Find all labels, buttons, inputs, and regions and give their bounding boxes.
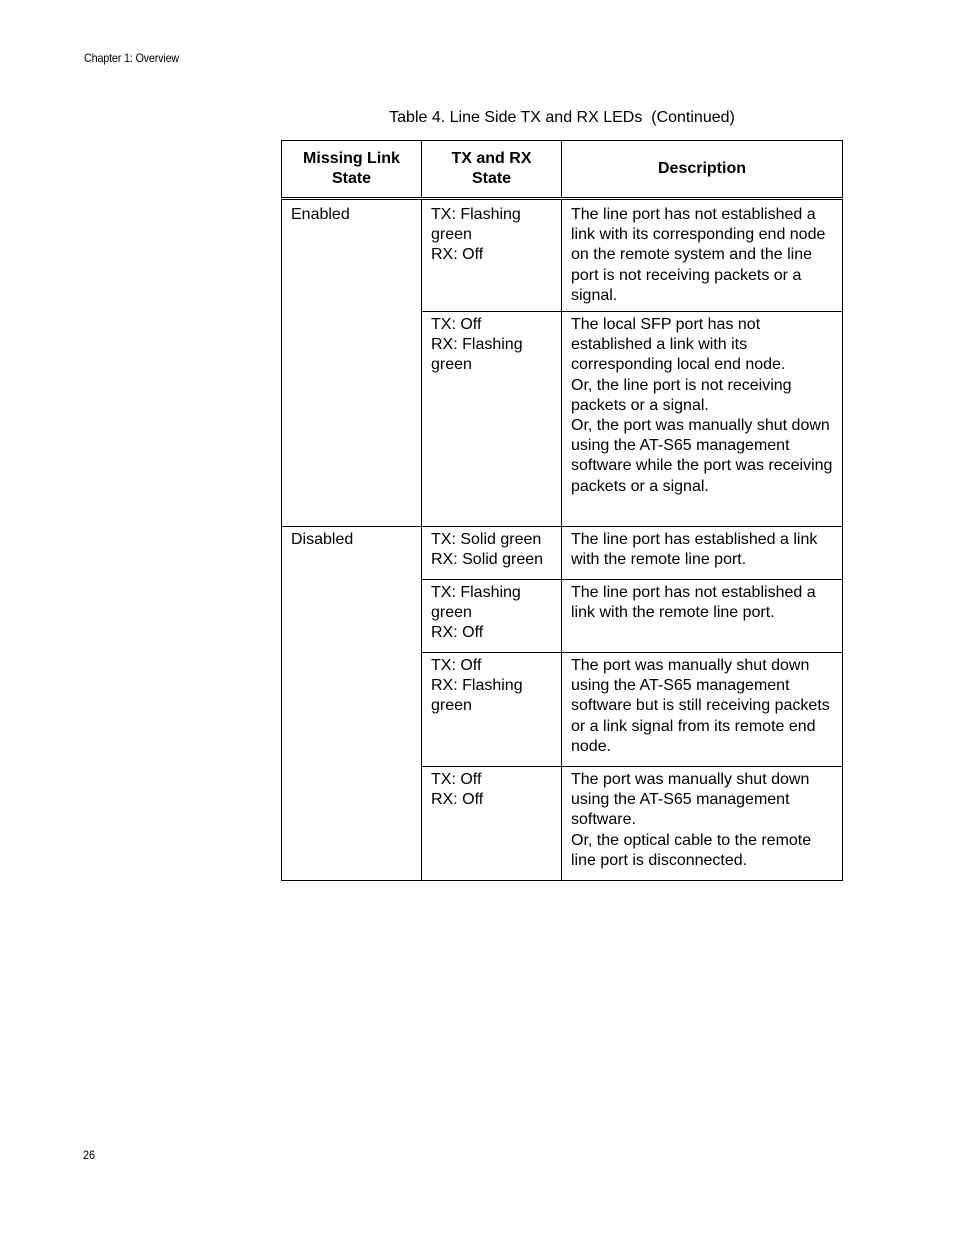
description-text: Or, the line port is not receiving packets or a signal. bbox=[571, 376, 792, 414]
led-state-line: TX: Flashing bbox=[431, 584, 521, 602]
running-header: Chapter 1: Overview bbox=[84, 51, 180, 65]
led-state-cell bbox=[422, 527, 562, 580]
header-text: TX and RX bbox=[451, 149, 532, 167]
description-text: The line port has not established a link with the remote line port. bbox=[571, 584, 816, 622]
description-text: The local SFP port has not established a link with its corresponding local end node. bbox=[571, 316, 786, 374]
table-row bbox=[282, 199, 843, 312]
led-state-cell bbox=[422, 653, 562, 767]
description-cell bbox=[562, 653, 843, 767]
description-text: Or, the port was manually shut down using the AT-S65 management software while the port was receiving packets or a signal. bbox=[571, 417, 833, 495]
led-state-line: green bbox=[431, 356, 472, 374]
header-text: State bbox=[331, 170, 372, 187]
page-number: 26 bbox=[83, 1148, 96, 1162]
missing-link-state-cell: Enabled bbox=[282, 199, 422, 527]
line-side-led-table bbox=[281, 140, 843, 881]
led-state-line: RX: Flashing bbox=[431, 336, 523, 354]
led-state-line: RX: Off bbox=[431, 246, 484, 264]
led-state-line: green bbox=[431, 604, 472, 622]
table-row bbox=[282, 527, 843, 580]
led-state-line: green bbox=[431, 226, 472, 244]
description-cell bbox=[562, 199, 843, 312]
table-caption: Table 4. Line Side TX and RX LEDs (Continued) bbox=[389, 109, 735, 126]
led-state-line: TX: Off bbox=[431, 316, 482, 334]
header-tx-rx-state bbox=[422, 141, 562, 199]
led-state-cell bbox=[422, 312, 562, 527]
led-state-line: TX: Off bbox=[431, 657, 482, 675]
header-text: State bbox=[471, 170, 512, 187]
description-cell bbox=[562, 527, 843, 580]
led-state-line: RX: Off bbox=[431, 624, 484, 642]
led-state-line: RX: Solid green bbox=[431, 551, 544, 569]
description-text: The line port has not established a link with its corresponding end node on the remote system and the line port is not receiving packets or a signal. bbox=[571, 206, 826, 304]
led-state-line: TX: Flashing bbox=[431, 206, 521, 223]
table-header-row bbox=[282, 141, 843, 199]
header-missing-link-state bbox=[282, 141, 422, 199]
description-text: The line port has established a link with the remote line port. bbox=[571, 531, 818, 569]
led-state-cell bbox=[422, 580, 562, 653]
header-text: Missing Link bbox=[303, 149, 400, 167]
led-state-cell bbox=[422, 199, 562, 312]
description-text: The port was manually shut down using the AT-S65 management software. bbox=[571, 771, 810, 829]
missing-link-state-cell: Disabled bbox=[282, 527, 422, 881]
led-state-line: RX: Flashing bbox=[431, 677, 523, 695]
header-description: Description bbox=[562, 141, 843, 199]
led-state-line: TX: Solid green bbox=[431, 531, 542, 549]
description-text: The port was manually shut down using the AT-S65 management software but is still receiving packets or a link signal from its remote end node. bbox=[571, 657, 830, 755]
description-cell bbox=[562, 767, 843, 881]
led-state-cell bbox=[422, 767, 562, 881]
led-state-line: RX: Off bbox=[431, 791, 484, 809]
led-state-line: green bbox=[431, 697, 472, 715]
description-cell bbox=[562, 580, 843, 653]
description-text: Or, the optical cable to the remote line port is disconnected. bbox=[571, 831, 812, 869]
led-state-line: TX: Off bbox=[431, 771, 482, 789]
description-cell bbox=[562, 312, 843, 527]
